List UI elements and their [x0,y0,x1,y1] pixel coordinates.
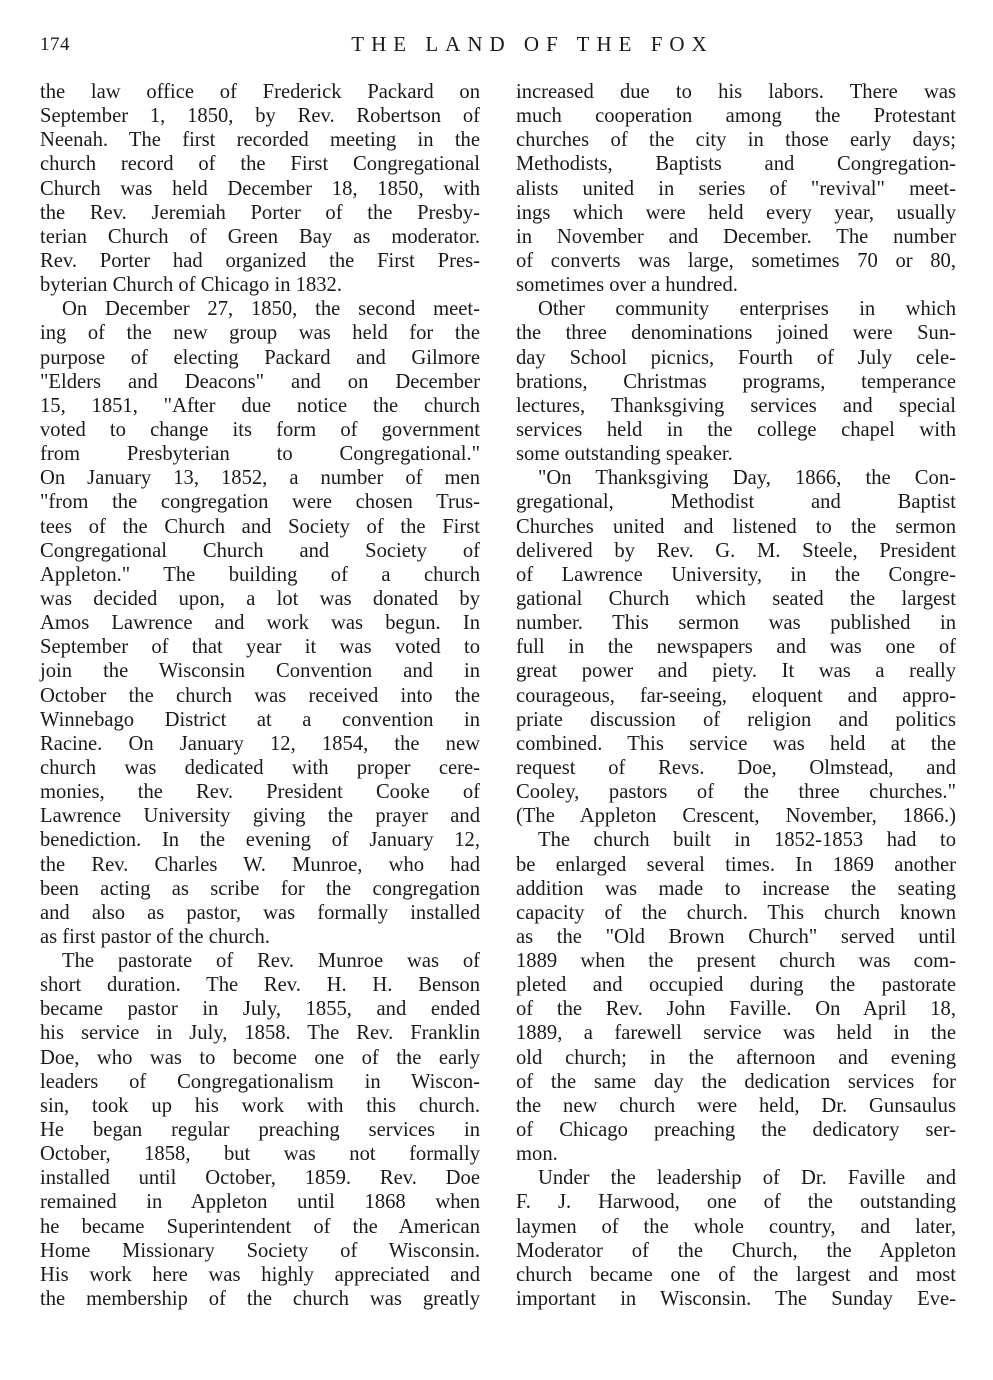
text-line: in November and December. The number [516,225,956,248]
text-line: On January 13, 1852, a number of men [40,467,480,490]
text-line: 1889 when the present church was com- [516,950,956,973]
text-line: Other community enterprises in which [538,298,956,321]
text-line: Moderator of the Church, the Appleton [516,1239,956,1262]
text-line: capacity of the church. This church known [516,901,956,924]
text-line: the new church were held, Dr. Gunsaulus [516,1094,956,1117]
text-line: "from the congregation were chosen Trus- [40,491,480,514]
text-line: priate discussion of religion and politics [516,708,956,731]
text-line: churches of the city in those early days; [516,129,956,152]
page-header [40,32,955,60]
text-line: was decided upon, a lot was donated by [40,587,480,610]
text-line: important in Wisconsin. The Sunday Eve- [516,1288,956,1311]
text-line: "Elders and Deacons" and on December [40,370,480,393]
text-line: of converts was large, sometimes 70 or 80, [516,249,956,272]
text-line: leaders of Congregationalism in Wiscon- [40,1070,480,1093]
text-line: Amos Lawrence and work was begun. In [40,612,480,635]
text-line: Lawrence University giving the prayer and [40,805,480,828]
text-line: ing of the new group was held for the [40,322,480,345]
text-line: voted to change its form of government [40,418,480,441]
text-line: brations, Christmas programs, temperance [516,370,956,393]
text-line: join the Wisconsin Convention and in [40,660,480,683]
text-line: Cooley, pastors of the three churches." [516,781,956,804]
text-line: October the church was received into the [40,684,480,707]
page-number: 174 [40,34,70,55]
text-line: alists united in series of "revival" meet- [516,177,956,200]
text-line: Doe, who was to become one of the early [40,1046,480,1069]
text-line: remained in Appleton until 1868 when [40,1191,480,1214]
text-line: The pastorate of Rev. Munroe was of [62,950,480,973]
text-line: request of Revs. Doe, Olmstead, and [516,756,956,779]
text-line: benediction. In the evening of January 12, [40,829,480,852]
text-line: addition was made to increase the seating [516,877,956,900]
text-line: Neenah. The first recorded meeting in the [40,129,480,152]
text-line: mon. [516,1143,558,1166]
text-line: The church built in 1852-1853 had to [538,829,956,852]
text-line: number. This sermon was published in [516,612,956,635]
text-line: On December 27, 1850, the second meet- [62,298,480,321]
text-line: He began regular preaching services in [40,1119,480,1142]
text-line: (The Appleton Crescent, November, 1866.) [516,805,956,828]
text-line: sin, took up his work with this church. [40,1094,480,1117]
text-line: Church was held December 18, 1850, with [40,177,480,200]
text-line: Winnebago District at a convention in [40,708,480,731]
text-line: day School picnics, Fourth of July cele- [516,346,956,369]
text-line: increased due to his labors. There was [516,81,956,103]
text-line: Methodists, Baptists and Congregation- [516,153,956,176]
text-line: the law office of Frederick Packard on [40,81,480,103]
text-line: from Presbyterian to Congregational." [40,443,480,466]
text-line: October, 1858, but was not formally [40,1143,480,1166]
text-line: the Rev. Jeremiah Porter of the Presby- [40,201,480,224]
text-line: church became one of the largest and most [516,1263,956,1286]
text-line: as first pastor of the church. [40,925,270,948]
text-line: Appleton." The building of a church [40,563,480,586]
text-line: Congregational Church and Society of [40,539,480,562]
text-line: and also as pastor, was formally installed [40,901,480,924]
text-line: courageous, far-seeing, eloquent and appro- [516,684,956,707]
text-line: installed until October, 1859. Rev. Doe [40,1167,480,1190]
text-line: gregational, Methodist and Baptist [516,491,956,514]
text-line: the Rev. Charles W. Munroe, who had [40,853,480,876]
text-line: gational Church which seated the largest [516,587,956,610]
text-line: church was dedicated with proper cere- [40,756,480,779]
text-line: church record of the First Congregational [40,153,480,176]
text-line: the three denominations joined were Sun- [516,322,956,345]
text-line: monies, the Rev. President Cooke of [40,781,480,804]
text-line: of Lawrence University, in the Congre- [516,563,956,586]
text-line: tees of the Church and Society of the First [40,515,480,538]
text-line: became pastor in July, 1855, and ended [40,998,480,1021]
text-line: of Chicago preaching the dedicatory ser- [516,1119,956,1142]
text-line: Rev. Porter had organized the First Pres- [40,249,480,272]
text-line: lectures, Thanksgiving services and special [516,394,956,417]
text-line: combined. This service was held at the [516,732,956,755]
text-line: September of that year it was voted to [40,636,480,659]
text-line: short duration. The Rev. H. H. Benson [40,974,480,997]
text-line: of the same day the dedication services for [516,1070,956,1093]
text-line: "On Thanksgiving Day, 1866, the Con- [538,467,956,490]
text-line: 1889, a farewell service was held in the [516,1022,956,1045]
text-line: he became Superintendent of the American [40,1215,480,1238]
text-line: been acting as scribe for the congregation [40,877,480,900]
left-text-column [40,80,480,1311]
text-line: purpose of electing Packard and Gilmore [40,346,480,369]
text-line: 15, 1851, "After due notice the church [40,394,480,417]
text-line: Home Missionary Society of Wisconsin. [40,1239,480,1262]
text-line: His work here was highly appreciated and [40,1263,480,1286]
text-line: some outstanding speaker. [516,443,733,466]
text-line: be enlarged several times. In 1869 another [516,853,956,876]
right-text-column [516,80,956,1311]
text-line: great power and piety. It was a really [516,660,956,683]
text-line: as the "Old Brown Church" served until [516,925,956,948]
text-line: Churches united and listened to the sermon [516,515,956,538]
text-line: the membership of the church was greatly [40,1288,480,1311]
text-line: laymen of the whole country, and later, [516,1215,956,1238]
text-line: sometimes over a hundred. [516,274,738,297]
running-head: THE LAND OF THE FOX [351,32,714,56]
text-line: much cooperation among the Protestant [516,105,956,128]
text-line: old church; in the afternoon and evening [516,1046,956,1069]
text-line: delivered by Rev. G. M. Steele, President [516,539,956,562]
text-line: terian Church of Green Bay as moderator. [40,225,480,248]
text-line: byterian Church of Chicago in 1832. [40,274,342,297]
text-line: of the Rev. John Faville. On April 18, [516,998,956,1021]
text-line: Under the leadership of Dr. Faville and [538,1167,956,1190]
text-line: F. J. Harwood, one of the outstanding [516,1191,956,1214]
text-line: full in the newspapers and was one of [516,636,956,659]
text-line: September 1, 1850, by Rev. Robertson of [40,105,480,128]
text-line: pleted and occupied during the pastorate [516,974,956,997]
text-line: ings which were held every year, usually [516,201,956,224]
text-line: services held in the college chapel with [516,418,956,441]
text-line: Racine. On January 12, 1854, the new [40,732,480,755]
text-line: his service in July, 1858. The Rev. Franklin [40,1022,480,1045]
